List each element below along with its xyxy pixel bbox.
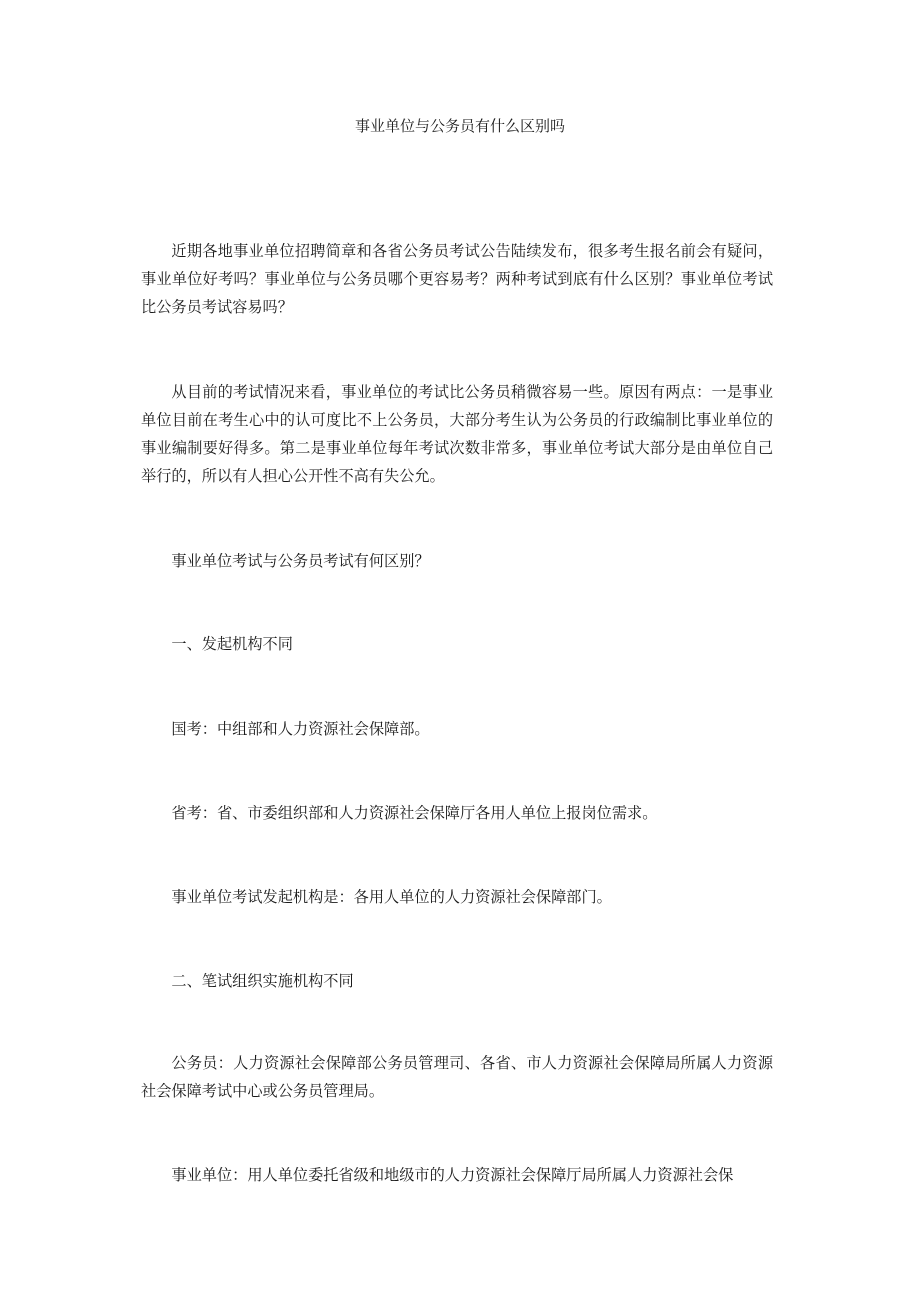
national-exam-paragraph: 国考：中组部和人力资源社会保障部。 — [171, 720, 430, 738]
section-heading-1: 一、发起机构不同 — [171, 635, 293, 653]
institution-organizer-paragraph: 事业单位：用人单位委托省级和地级市的人力资源社会保障厅局所属人力资源社会保 — [171, 1166, 734, 1184]
section-heading-2: 二、笔试组织实施机构不同 — [171, 972, 354, 990]
public-institution-paragraph: 事业单位考试发起机构是：各用人单位的人力资源社会保障部门。 — [171, 888, 612, 906]
analysis-paragraph: 从目前的考试情况来看，事业单位的考试比公务员稍微容易一些。原因有两点：一是事业单位目前在考生心中的认可度比不上公务员，大部分考生认为公务员的行政编制比事业单位的事业编制要好得多。第二是事业单位每年考试次数非常多，事业单位考试大部分是由单位自己举行的，所以有人担心公开性不高有失公允。 — [141, 383, 773, 485]
civil-servant-paragraph: 公务员：人力资源社会保障部公务员管理司、各省、市人力资源社会保障局所属人力资源社会保障考试中心或公务员管理局。 — [141, 1054, 773, 1100]
page-title: 事业单位与公务员有什么区别吗 — [354, 117, 565, 135]
intro-paragraph: 近期各地事业单位招聘简章和各省公务员考试公告陆续发布，很多考生报名前会有疑问，事业单位好考吗？事业单位与公务员哪个更容易考？两种考试到底有什么区别？事业单位考试比公务员考试容易吗？ — [141, 242, 773, 316]
provincial-exam-paragraph: 省考：省、市委组织部和人力资源社会保障厅各用人单位上报岗位需求。 — [171, 804, 658, 822]
question-heading: 事业单位考试与公务员考试有何区别？ — [171, 552, 430, 570]
